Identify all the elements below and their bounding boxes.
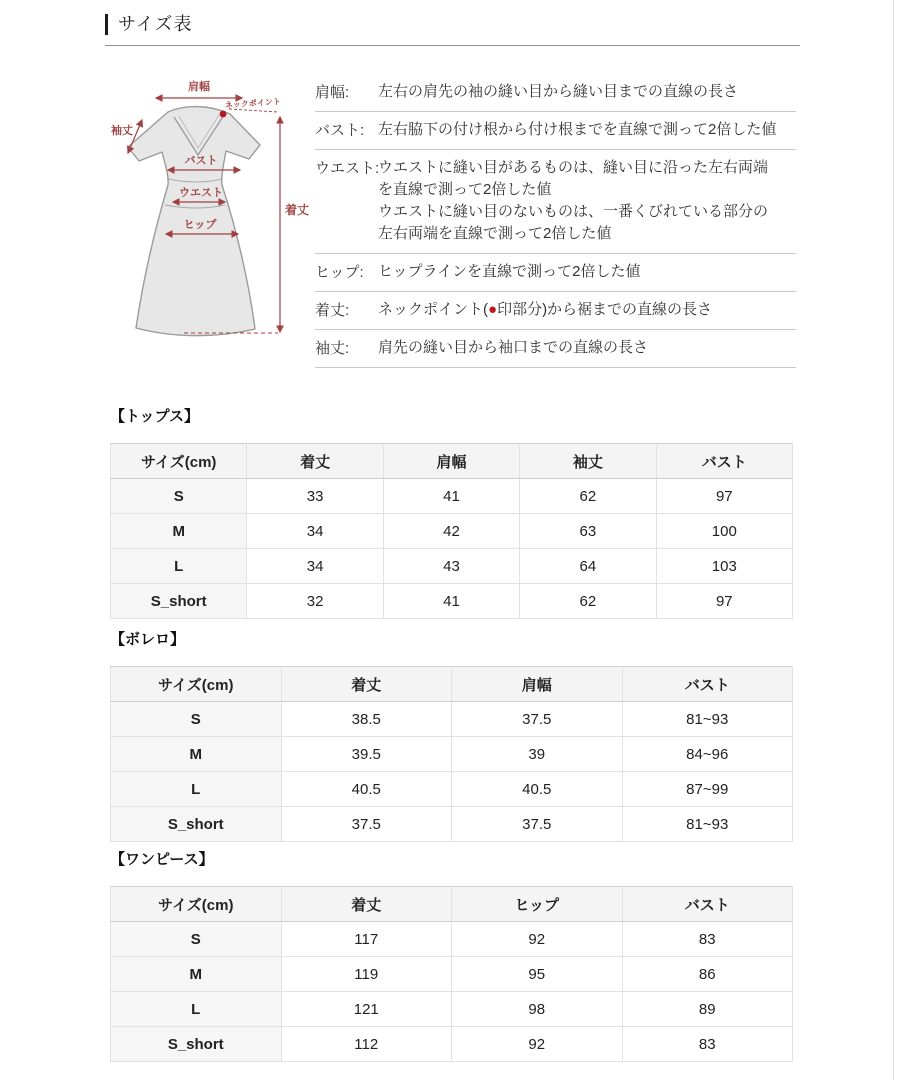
measurement-cell: 37.5 xyxy=(452,807,623,842)
size-label-cell: S xyxy=(111,922,282,957)
neck-point-dot xyxy=(220,111,227,118)
definition-row xyxy=(315,74,796,112)
measurement-cell: 103 xyxy=(656,549,792,584)
column-header: 着丈 xyxy=(281,887,452,922)
page-title: サイズ表 xyxy=(105,14,800,35)
definition-row xyxy=(315,150,796,254)
measurement-cell: 121 xyxy=(281,992,452,1027)
measurement-cell: 42 xyxy=(383,514,519,549)
measurement-cell: 92 xyxy=(452,922,623,957)
header-row xyxy=(111,887,793,922)
measurement-cell: 81~93 xyxy=(622,702,793,737)
definition-term: ウエスト: xyxy=(315,160,380,177)
definition-term: 着丈: xyxy=(315,302,350,319)
size-label-cell: M xyxy=(111,957,282,992)
measurement-cell: 100 xyxy=(656,514,792,549)
measurement-cell: 97 xyxy=(656,584,792,619)
measurement-cell: 63 xyxy=(520,514,656,549)
bolero-section-title: 【ボレロ】 xyxy=(110,631,186,648)
measurement-cell: 40.5 xyxy=(281,772,452,807)
column-header: バスト xyxy=(622,667,793,702)
neck-point-dot-glyph: ● xyxy=(488,301,498,318)
measurement-cell: 97 xyxy=(656,479,792,514)
measurement-cell: 62 xyxy=(520,584,656,619)
column-header: 着丈 xyxy=(247,444,383,479)
body-length-label: 着丈 xyxy=(285,203,310,217)
size-label-cell: S xyxy=(111,702,282,737)
measurement-cell: 87~99 xyxy=(622,772,793,807)
measurement-cell: 37.5 xyxy=(281,807,452,842)
table-row xyxy=(111,702,793,737)
page-right-border xyxy=(893,0,894,1080)
table-row xyxy=(111,922,793,957)
column-header: 肩幅 xyxy=(452,667,623,702)
neck-point-dashed-line xyxy=(229,109,278,112)
definition-row xyxy=(315,292,796,330)
onepiece-section-title: 【ワンピース】 xyxy=(110,851,214,868)
measurement-cell: 83 xyxy=(622,1027,793,1062)
definition-text: 肩先の縫い目から袖口までの直線の長さ xyxy=(378,339,649,356)
definition-term: バスト: xyxy=(315,122,365,139)
measurement-cell: 41 xyxy=(383,584,519,619)
definition-text: 左右の肩先の袖の縫い目から縫い目までの直線の長さ xyxy=(378,83,739,100)
measurement-cell: 92 xyxy=(452,1027,623,1062)
definition-term: 袖丈: xyxy=(315,340,350,357)
measurement-cell: 83 xyxy=(622,922,793,957)
neck-point-label: ネックポイント xyxy=(224,97,282,110)
measurement-cell: 84~96 xyxy=(622,737,793,772)
definition-row xyxy=(315,254,796,292)
table-row xyxy=(111,1027,793,1062)
measurement-cell: 119 xyxy=(281,957,452,992)
waist-label: ウエスト xyxy=(179,187,223,199)
measurement-cell: 117 xyxy=(281,922,452,957)
measurement-cell: 86 xyxy=(622,957,793,992)
measurement-cell: 34 xyxy=(247,514,383,549)
measurement-cell: 112 xyxy=(281,1027,452,1062)
definition-term: 肩幅: xyxy=(315,84,350,101)
definition-term: ヒップ: xyxy=(315,264,364,281)
measurement-cell: 40.5 xyxy=(452,772,623,807)
definition-row xyxy=(315,112,796,150)
definition-text: 左右脇下の付け根から付け根までを直線で測って2倍した値 xyxy=(378,121,777,138)
dress-measurement-diagram xyxy=(98,73,310,367)
measurement-cell: 38.5 xyxy=(281,702,452,737)
table-row xyxy=(111,514,793,549)
column-header: サイズ(cm) xyxy=(111,444,247,479)
measurement-cell: 41 xyxy=(383,479,519,514)
bolero-section xyxy=(110,628,793,842)
bust-label: バスト xyxy=(184,155,218,167)
size-label-cell: L xyxy=(111,549,247,584)
size-label-cell: M xyxy=(111,737,282,772)
column-header: ヒップ xyxy=(452,887,623,922)
column-header: 袖丈 xyxy=(520,444,656,479)
page-title-block xyxy=(105,14,800,46)
hip-label: ヒップ xyxy=(183,219,217,231)
sleeve-length-label: 袖丈 xyxy=(111,125,133,137)
column-header: バスト xyxy=(622,887,793,922)
column-header: バスト xyxy=(656,444,792,479)
table-row xyxy=(111,807,793,842)
column-header: 着丈 xyxy=(281,667,452,702)
definition-text: ネックポイント(●印部分)から裾までの直線の長さ xyxy=(378,301,713,318)
measurement-cell: 98 xyxy=(452,992,623,1027)
column-header: サイズ(cm) xyxy=(111,667,282,702)
onepiece-section xyxy=(110,848,793,1062)
measurement-cell: 95 xyxy=(452,957,623,992)
measurement-cell: 34 xyxy=(247,549,383,584)
table-row xyxy=(111,737,793,772)
size-label-cell: M xyxy=(111,514,247,549)
measurement-cell: 64 xyxy=(520,549,656,584)
tops-section xyxy=(110,405,793,619)
column-header: 肩幅 xyxy=(383,444,519,479)
measurement-cell: 37.5 xyxy=(452,702,623,737)
measurement-cell: 33 xyxy=(247,479,383,514)
onepiece-size-table xyxy=(110,886,793,1062)
measurement-definitions xyxy=(315,74,796,368)
size-label-cell: L xyxy=(111,772,282,807)
measurement-cell: 89 xyxy=(622,992,793,1027)
size-label-cell: S_short xyxy=(111,584,247,619)
measurement-cell: 39.5 xyxy=(281,737,452,772)
size-label-cell: S_short xyxy=(111,807,282,842)
definition-row xyxy=(315,330,796,368)
measurement-cell: 43 xyxy=(383,549,519,584)
tops-section-title: 【トップス】 xyxy=(110,408,199,425)
measurement-cell: 81~93 xyxy=(622,807,793,842)
size-label-cell: L xyxy=(111,992,282,1027)
header-row xyxy=(111,667,793,702)
table-row xyxy=(111,992,793,1027)
definition-text: ウエストに縫い目があるものは、縫い目に沿った左右両端 を直線で測って2倍した値 ウエストに縫い目のないものは、一番くびれている部分の 左右両端を直線で測って2倍した値 xyxy=(378,159,769,242)
definition-text: ヒップラインを直線で測って2倍した値 xyxy=(378,263,641,280)
bolero-size-table xyxy=(110,666,793,842)
tops-size-table xyxy=(110,443,793,619)
size-label-cell: S_short xyxy=(111,1027,282,1062)
table-row xyxy=(111,584,793,619)
measurement-cell: 32 xyxy=(247,584,383,619)
table-row xyxy=(111,772,793,807)
table-row xyxy=(111,479,793,514)
size-label-cell: S xyxy=(111,479,247,514)
header-row xyxy=(111,444,793,479)
shoulder-width-label: 肩幅 xyxy=(188,81,210,93)
measurement-cell: 39 xyxy=(452,737,623,772)
table-row xyxy=(111,549,793,584)
measurement-cell: 62 xyxy=(520,479,656,514)
column-header: サイズ(cm) xyxy=(111,887,282,922)
table-row xyxy=(111,957,793,992)
